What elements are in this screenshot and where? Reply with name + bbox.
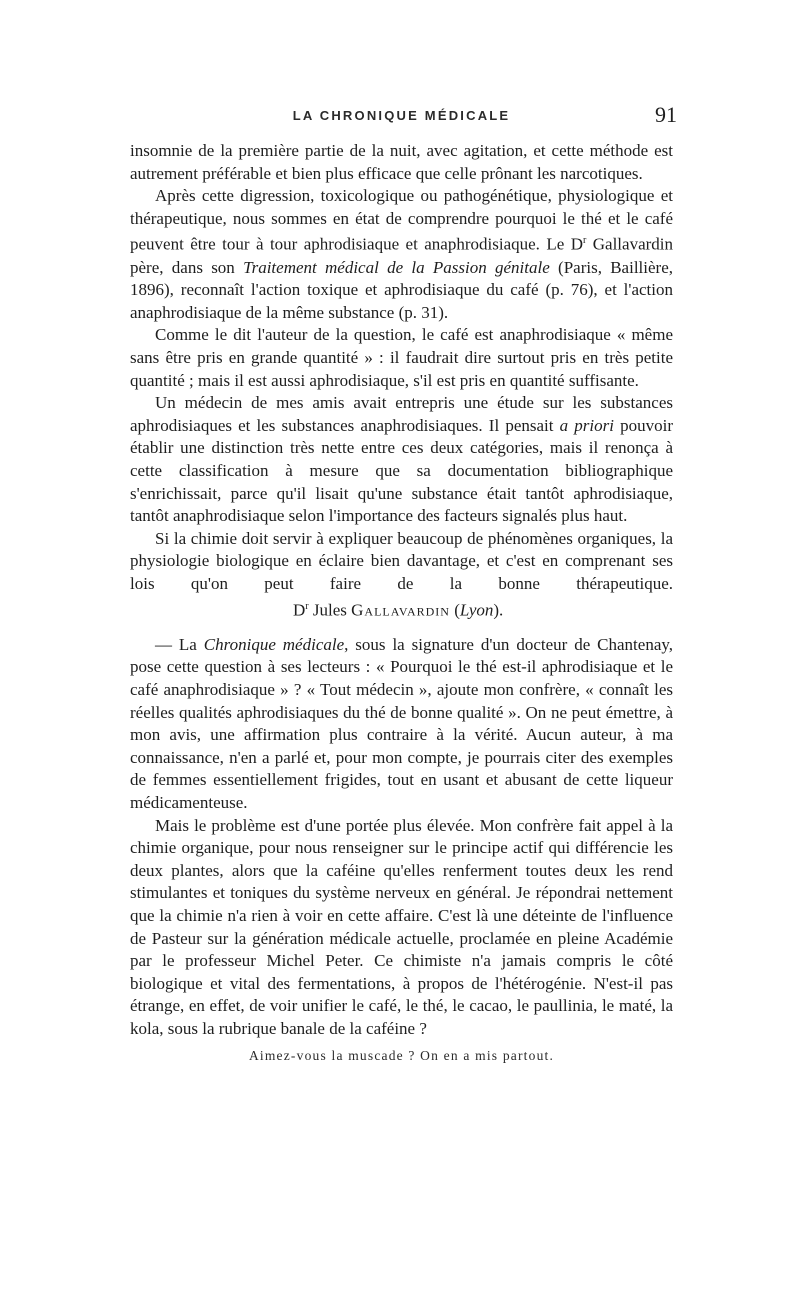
book-title: Traitement médical de la Passion génitale	[243, 257, 550, 277]
paragraph-2	[130, 185, 673, 324]
paragraph-2-text-a: Après cette digression, toxicologique ou pathogénétique, physiologique et thérapeutique, nous sommes en état de comprendre pourquoi le thé et le café peuvent être tour à tour aphrodisiaque et anaphrodisiaque. Le D	[130, 186, 673, 255]
journal-title: Chronique médicale	[203, 634, 345, 654]
signature-prefix: D	[293, 600, 306, 620]
running-head	[130, 102, 677, 134]
signature-first-name: Jules	[308, 600, 352, 620]
paragraph-4	[130, 392, 673, 528]
paragraph-5	[130, 528, 673, 622]
book-page	[130, 102, 677, 1064]
paragraph-2-superscript: r	[582, 235, 587, 247]
a-priori-italic: a priori	[559, 415, 614, 435]
signature-superscript: r	[305, 600, 309, 612]
paragraph-6-text-a: — La	[155, 634, 204, 654]
signature-place: Lyon	[459, 600, 494, 620]
next-article-heading: Aimez-vous la muscade ? On en a mis partout.	[248, 1048, 555, 1064]
paragraph-5-text: Si la chimie doit servir à expliquer beaucoup de phénomènes organiques, la physiologie biologique en éclaire bien davantage, et c'est en comprenant ses lois qu'on peut faire de la bonne thérapeutique.	[130, 528, 673, 593]
paragraph-2-text-c: (Paris, Baillière, 1896), reconnaît l'action toxique et aphrodisiaque du café (p. 76), et l'action anaphrodisiaque de la même substance (p. 31).	[130, 257, 673, 322]
paragraph-1: insomnie de la première partie de la nuit, avec agitation, et cette méthode est autrement préférable et bien plus efficace que celle prônant les narcotiques.	[130, 141, 673, 183]
author-signature: $D^r$ Jules Gallavardin (Lyon).	[293, 600, 504, 620]
paragraph-2-text-b: Gallavardin père, dans son	[130, 235, 674, 277]
paragraph-3: Comme le dit l'auteur de la question, le café est anaphrodisiaque « même sans être pris en grande quantité » : il faudrait dire surtout pris en très petite quantité ; mais il est aussi aphrodisiaque, s'il est pris en quantité suffisante.	[130, 325, 673, 390]
paragraph-4-text-a: Un médecin de mes amis avait entrepris une étude sur les substances aphrodisiaques et les substances anaphrodisiaques. Il pensait	[130, 393, 673, 435]
article-body	[130, 140, 673, 1040]
paragraph-7: Mais le problème est d'une portée plus élevée. Mon confrère fait appel à la chimie organique, pour nous renseigner sur le principe actif qui différencie les deux plantes, alors que la caféine qu'elles renferment toutes deux les rend stimulantes et toniques du système nerveux en général. Je répondrai nettement que la chimie n'a rien à voir en cette affaire. C'est là une déteinte de l'influence de Pasteur sur la génération médicale actuelle, proclamée en pleine Académie par le professeur Michel Peter. Ce chimiste n'a jamais compris le côté biologique et vital des fermentations, à propos de l'hétérogénie. N'est-il pas étrange, en effet, de voir unifier le café, le thé, le cacao, le paullinia, le maté, la kola, sous la rubrique banale de la caféine ?	[130, 815, 673, 1038]
page-number: 91	[655, 102, 677, 127]
paragraph-6-text-b: , sous la signature d'un docteur de Chantenay, pose cette question à ses lecteurs : « Pourquoi le thé est-il aphrodisiaque et le café anaphrodisiaque » ? « Tout médecin », ajoute mon confrère, « connaît les réelles qualités aphrodisiaques du thé de bonne qualité ». On ne peut émettre, à mon avis, une affirmation plus contraire à la vérité. Aucun auteur, à ma connaissance, n'en a parlé et, pour mon compte, je pourrais citer des exemples de femmes essentiellement frigides, tout en usant et abusant de cette liqueur médicamenteuse.	[130, 634, 674, 812]
signature-surname: Gallavardin	[351, 600, 450, 620]
paragraph-4-text-b: pouvoir établir une distinction très nette entre ces deux catégories, mais il renonça à cette classification à mesure que sa documentation bibliographique s'enrichissait, parce qu'il lisait qu'une substance était tantôt aphrodisiaque, tantôt anaphrodisiaque selon l'importance des facteurs signalés plus haut.	[130, 415, 673, 526]
paragraph-6	[130, 634, 673, 815]
running-title: LA CHRONIQUE MÉDICALE	[292, 108, 511, 123]
